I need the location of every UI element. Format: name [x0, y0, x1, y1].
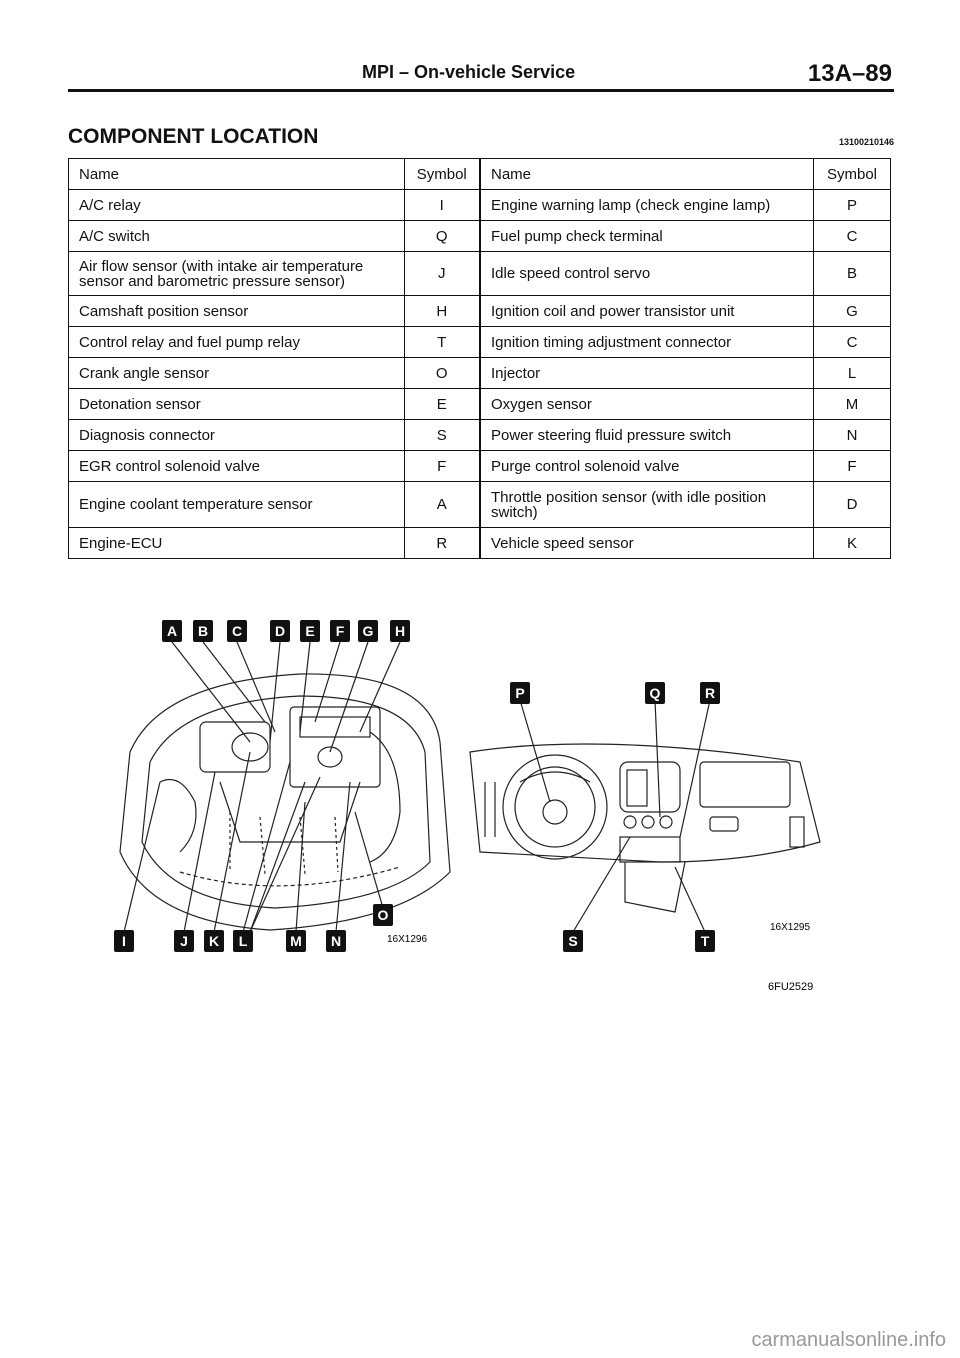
- svg-text:B: B: [197, 623, 209, 639]
- svg-text:C: C: [231, 623, 243, 639]
- watermark: carmanualsonline.info: [751, 1329, 946, 1351]
- symbol-cell: M: [814, 389, 891, 420]
- table-row: [69, 327, 891, 358]
- name-cell: Detonation sensor: [69, 389, 405, 420]
- svg-text:E: E: [305, 623, 315, 639]
- symbol-cell: D: [814, 482, 891, 528]
- name-cell: Diagnosis connector: [69, 420, 405, 451]
- name-cell: A/C relay: [69, 190, 405, 221]
- engine-ref: 16X1296: [387, 934, 428, 945]
- table-row: [69, 528, 891, 559]
- page-header: [0, 60, 960, 90]
- symbol-cell: C: [814, 221, 891, 252]
- symbol-cell: H: [404, 296, 480, 327]
- name-cell: Idle speed control servo: [480, 252, 814, 296]
- svg-text:H: H: [394, 623, 406, 639]
- callout-engine-top: [162, 620, 182, 642]
- table-row: [69, 389, 891, 420]
- symbol-cell: S: [404, 420, 480, 451]
- engine-bay-drawing: [120, 674, 450, 930]
- svg-text:D: D: [274, 623, 286, 639]
- callout-engine-top: [270, 620, 290, 642]
- name-cell: Throttle position sensor (with idle position switch): [480, 482, 814, 528]
- callout-engine-side: [373, 904, 393, 926]
- symbol-cell: L: [814, 358, 891, 389]
- svg-text:O: O: [377, 907, 389, 923]
- name-cell: Purge control solenoid valve: [480, 451, 814, 482]
- callout-engine-top: [330, 620, 350, 642]
- svg-text:G: G: [362, 623, 374, 639]
- name-cell: A/C switch: [69, 221, 405, 252]
- name-cell: EGR control solenoid valve: [69, 451, 405, 482]
- figure-ref: 6FU2529: [768, 981, 814, 992]
- callout-engine-top: [300, 620, 320, 642]
- symbol-cell: C: [814, 327, 891, 358]
- name-cell: Control relay and fuel pump relay: [69, 327, 405, 358]
- callout-engine-bottom: [326, 930, 346, 952]
- name-cell: Power steering fluid pressure switch: [480, 420, 814, 451]
- table-row: [69, 252, 891, 296]
- name-cell: Engine-ECU: [69, 528, 405, 559]
- name-cell: Engine coolant temperature sensor: [69, 482, 405, 528]
- callout-dash-top: [645, 682, 665, 704]
- table-row: [69, 296, 891, 327]
- dashboard-drawing: [470, 744, 820, 912]
- name-cell: Vehicle speed sensor: [480, 528, 814, 559]
- symbol-cell: P: [814, 190, 891, 221]
- component-location-figure: [100, 612, 860, 992]
- svg-text:S: S: [568, 933, 578, 949]
- svg-text:L: L: [238, 933, 248, 949]
- section-code: 13100210146: [838, 137, 894, 147]
- svg-text:R: R: [704, 685, 716, 701]
- svg-text:N: N: [330, 933, 342, 949]
- symbol-cell: N: [814, 420, 891, 451]
- svg-text:F: F: [335, 623, 345, 639]
- table-header-cell: Symbol: [404, 159, 480, 190]
- name-cell: Air flow sensor (with intake air temperature sensor and barometric pressure sensor): [69, 252, 405, 296]
- callout-engine-top: [358, 620, 378, 642]
- name-cell: Oxygen sensor: [480, 389, 814, 420]
- name-cell: Crank angle sensor: [69, 358, 405, 389]
- name-cell: Ignition timing adjustment connector: [480, 327, 814, 358]
- name-cell: Camshaft position sensor: [69, 296, 405, 327]
- callout-engine-bottom: [174, 930, 194, 952]
- header-title: MPI – On-vehicle Service: [362, 62, 576, 82]
- header-rule: [68, 89, 894, 92]
- table-row: [69, 482, 891, 528]
- callout-engine-top: [227, 620, 247, 642]
- callout-dash-top: [510, 682, 530, 704]
- callout-engine-top: [193, 620, 213, 642]
- symbol-cell: G: [814, 296, 891, 327]
- table-header-cell: Symbol: [814, 159, 891, 190]
- svg-text:M: M: [290, 933, 302, 949]
- svg-text:Q: Q: [649, 685, 661, 701]
- name-cell: Injector: [480, 358, 814, 389]
- table-header-cell: Name: [69, 159, 405, 190]
- section-title: COMPONENT LOCATION: [68, 125, 319, 148]
- callout-engine-bottom: [233, 930, 253, 952]
- name-cell: Engine warning lamp (check engine lamp): [480, 190, 814, 221]
- symbol-cell: Q: [404, 221, 480, 252]
- symbol-cell: J: [404, 252, 480, 296]
- component-table: [68, 158, 891, 559]
- svg-text:K: K: [208, 933, 220, 949]
- callout-engine-bottom: [204, 930, 224, 952]
- table-row: [69, 358, 891, 389]
- svg-text:A: A: [166, 623, 178, 639]
- name-cell: Fuel pump check terminal: [480, 221, 814, 252]
- callout-engine-bottom: [114, 930, 134, 952]
- symbol-cell: F: [814, 451, 891, 482]
- callout-dash-bottom: [695, 930, 715, 952]
- callout-engine-top: [390, 620, 410, 642]
- table-header-row: [69, 159, 891, 190]
- dashboard-leaders: [520, 700, 710, 932]
- symbol-cell: R: [404, 528, 480, 559]
- symbol-cell: F: [404, 451, 480, 482]
- symbol-cell: I: [404, 190, 480, 221]
- symbol-cell: A: [404, 482, 480, 528]
- dash-ref: 16X1295: [770, 922, 811, 933]
- svg-text:P: P: [515, 685, 525, 701]
- name-cell: Ignition coil and power transistor unit: [480, 296, 814, 327]
- symbol-cell: T: [404, 327, 480, 358]
- symbol-cell: B: [814, 252, 891, 296]
- table-row: [69, 420, 891, 451]
- symbol-cell: K: [814, 528, 891, 559]
- callout-engine-bottom: [286, 930, 306, 952]
- table-header-cell: Name: [480, 159, 814, 190]
- symbol-cell: O: [404, 358, 480, 389]
- svg-text:J: J: [180, 933, 188, 949]
- callout-dash-bottom: [563, 930, 583, 952]
- table-row: [69, 190, 891, 221]
- callout-dash-top: [700, 682, 720, 704]
- table-row: [69, 221, 891, 252]
- page-number: 13A–89: [807, 60, 892, 87]
- symbol-cell: E: [404, 389, 480, 420]
- svg-text:T: T: [700, 933, 710, 949]
- table-row: [69, 451, 891, 482]
- svg-text:I: I: [122, 933, 126, 949]
